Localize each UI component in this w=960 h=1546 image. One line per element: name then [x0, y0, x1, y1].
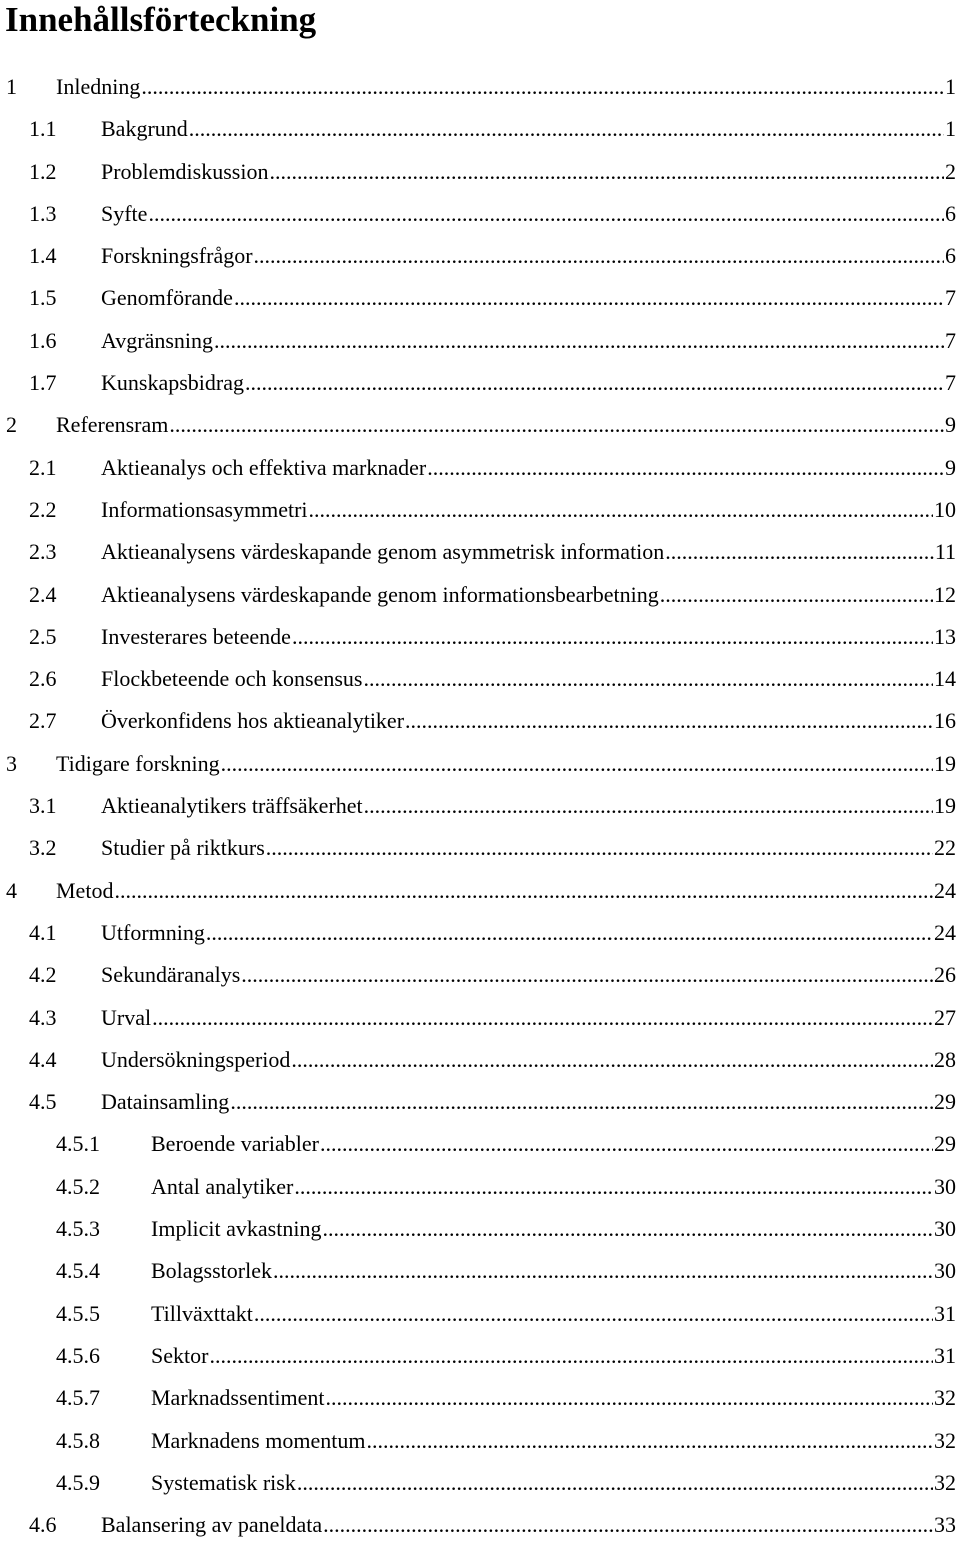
toc-entry[interactable]: [0, 1250, 960, 1292]
toc-entry-page: 29: [934, 1089, 956, 1115]
toc-entry-number: 4.5.4: [56, 1258, 100, 1284]
toc-entry-page: 1: [945, 74, 956, 99]
toc-entry[interactable]: [0, 1377, 960, 1419]
toc-leader-dots: [221, 743, 933, 785]
toc-entry-page: 33: [934, 1512, 956, 1538]
toc-entry[interactable]: [0, 954, 960, 996]
toc-entry-title: Aktieanalysens värdeskapande genom informationsbearbetning: [101, 581, 659, 607]
toc-entry-page: 32: [934, 1427, 956, 1453]
toc-entry-title: Avgränsning: [101, 327, 214, 353]
toc-entry-number: 1.5: [29, 285, 57, 311]
toc-entry-number: 4.2: [29, 962, 57, 988]
toc-leader-dots: [209, 1335, 933, 1377]
toc-entry-page: 27: [934, 1004, 956, 1030]
toc-entry-number: 4.3: [29, 1004, 57, 1030]
toc-entry-page: 1: [945, 116, 956, 142]
toc-entry[interactable]: [0, 66, 960, 108]
toc-entry-number: 2.7: [29, 708, 57, 734]
toc-entry-number: 2.1: [29, 454, 57, 480]
toc-entry-number: 2: [6, 412, 17, 438]
toc-entry[interactable]: [0, 700, 960, 742]
toc-entry[interactable]: [0, 1420, 960, 1462]
toc-entry[interactable]: [0, 997, 960, 1039]
toc-entry[interactable]: [0, 447, 960, 489]
toc-entry-page: 2: [945, 158, 956, 184]
toc-entry[interactable]: [0, 1039, 960, 1081]
toc-entry-page: 11: [934, 539, 956, 565]
toc-entry-title: Utformning: [101, 919, 205, 945]
toc-entry-title: Datainsamling: [101, 1089, 230, 1115]
toc-leader-dots: [114, 870, 933, 912]
toc-entry-number: 4.5.6: [56, 1342, 100, 1368]
toc-entry-number: 4.6: [29, 1512, 57, 1538]
toc-leader-dots: [291, 1039, 933, 1081]
toc-entry-title: Referensram: [56, 412, 169, 438]
toc-entry-number: 3: [6, 750, 17, 776]
toc-leader-dots: [405, 700, 933, 742]
toc-entry-number: 4.5.9: [56, 1469, 100, 1495]
toc-entry-page: 10: [934, 496, 956, 522]
toc-leader-dots: [148, 193, 944, 235]
toc-entry-page: 7: [945, 370, 956, 396]
toc-entry-page: 6: [945, 200, 956, 226]
toc-entry[interactable]: [0, 1208, 960, 1250]
toc-entry-number: 4.4: [29, 1046, 57, 1072]
toc-leader-dots: [234, 277, 944, 319]
toc-entry-page: 26: [934, 962, 956, 988]
toc-entry-page: 24: [934, 919, 956, 945]
toc-entry-page: 22: [934, 835, 956, 861]
toc-entry-title: Undersökningsperiod: [101, 1046, 291, 1072]
toc-entry-title: Aktieanalytikers träffsäkerhet: [101, 793, 363, 819]
toc-leader-dots: [320, 1123, 933, 1165]
toc-leader-dots: [292, 616, 933, 658]
toc-entry-page: 19: [934, 793, 956, 819]
toc-entry-title: Urval: [101, 1004, 152, 1030]
toc-entry-title: Tillväxttakt: [151, 1300, 253, 1326]
toc-entry-number: 4.5: [29, 1089, 57, 1115]
toc-leader-dots: [294, 1166, 933, 1208]
toc-entry-number: 1.3: [29, 200, 57, 226]
toc-entry[interactable]: [0, 404, 960, 446]
toc-entry-number: 4.5.5: [56, 1300, 100, 1326]
toc-entry-title: Bakgrund: [101, 116, 188, 142]
toc-leader-dots: [364, 658, 934, 700]
toc-entry-title: Överkonfidens hos aktieanalytiker: [101, 708, 405, 734]
toc-entry[interactable]: [0, 658, 960, 700]
toc-entry-title: Metod: [56, 877, 114, 903]
toc-entry[interactable]: [0, 574, 960, 616]
toc-leader-dots: [309, 489, 933, 531]
toc-leader-dots: [364, 785, 933, 827]
toc-entry-number: 4.1: [29, 919, 57, 945]
toc-entry[interactable]: [0, 870, 960, 912]
toc-entry-page: 7: [945, 327, 956, 353]
toc-entry-number: 2.6: [29, 666, 57, 692]
toc-entry[interactable]: [0, 320, 960, 362]
toc-list: [0, 66, 960, 1546]
toc-entry[interactable]: [0, 1462, 960, 1504]
toc-entry-page: 30: [934, 1173, 956, 1199]
toc-entry[interactable]: [0, 235, 960, 277]
toc-entry-number: 1.2: [29, 158, 57, 184]
toc-leader-dots: [245, 362, 944, 404]
toc-entry[interactable]: [0, 1081, 960, 1123]
toc-leader-dots: [141, 66, 944, 108]
toc-entry[interactable]: [0, 151, 960, 193]
toc-entry-title: Problemdiskussion: [101, 158, 269, 184]
toc-leader-dots: [322, 1208, 933, 1250]
toc-entry-number: 4: [6, 877, 17, 903]
toc-leader-dots: [266, 827, 933, 869]
toc-entry-page: 6: [945, 243, 956, 269]
toc-leader-dots: [366, 1420, 933, 1462]
toc-entry-title: Forskningsfrågor: [101, 243, 253, 269]
toc-entry-title: Balansering av paneldata: [101, 1512, 323, 1538]
toc-leader-dots: [665, 531, 934, 573]
toc-entry-title: Flockbeteende och konsensus: [101, 666, 363, 692]
toc-entry-title: Bolagsstorlek: [151, 1258, 272, 1284]
toc-entry[interactable]: [0, 616, 960, 658]
toc-entry-page: 31: [934, 1300, 956, 1326]
toc-entry-title: Kunskapsbidrag: [101, 370, 244, 396]
toc-entry-title: Marknadens momentum: [151, 1427, 366, 1453]
toc-entry[interactable]: [0, 1123, 960, 1165]
toc-entry[interactable]: [0, 1293, 960, 1335]
toc-entry-number: 4.5.8: [56, 1427, 100, 1453]
toc-entry-number: 2.3: [29, 539, 57, 565]
toc-entry-page: 13: [934, 623, 956, 649]
toc-entry[interactable]: [0, 277, 960, 319]
toc-entry-title: Investerares beteende: [101, 623, 291, 649]
toc-leader-dots: [189, 108, 944, 150]
toc-entry[interactable]: [0, 531, 960, 573]
toc-entry-page: 32: [934, 1385, 956, 1411]
toc-entry-title: Aktieanalys och effektiva marknader: [101, 454, 427, 480]
toc-leader-dots: [273, 1250, 933, 1292]
toc-entry-number: 2.5: [29, 623, 57, 649]
toc-entry[interactable]: [0, 193, 960, 235]
toc-entry-title: Sektor: [151, 1342, 209, 1368]
toc-entry-title: Tidigare forskning: [56, 750, 220, 776]
toc-entry-page: 30: [934, 1216, 956, 1242]
toc-entry-title: Syfte: [101, 200, 148, 226]
toc-entry[interactable]: [0, 1166, 960, 1208]
toc-leader-dots: [206, 912, 933, 954]
toc-entry-title: Implicit avkastning: [151, 1216, 322, 1242]
toc-entry-page: 24: [934, 877, 956, 903]
toc-leader-dots: [152, 997, 933, 1039]
toc-entry-page: 7: [945, 285, 956, 311]
toc-entry-page: 30: [934, 1258, 956, 1284]
toc-entry-number: 4.5.3: [56, 1216, 100, 1242]
toc-entry-title: Antal analytiker: [151, 1173, 294, 1199]
toc-leader-dots: [254, 1293, 933, 1335]
toc-entry[interactable]: [0, 108, 960, 150]
toc-entry-title: Inledning: [56, 74, 141, 99]
toc-leader-dots: [427, 447, 944, 489]
toc-entry-page: 31: [934, 1342, 956, 1368]
toc-entry[interactable]: [0, 912, 960, 954]
toc-entry-number: 2.4: [29, 581, 57, 607]
toc-leader-dots: [230, 1081, 933, 1123]
toc-leader-dots: [297, 1462, 933, 1504]
toc-entry[interactable]: [0, 827, 960, 869]
toc-entry-number: 4.5.2: [56, 1173, 100, 1199]
toc-entry-page: 16: [934, 708, 956, 734]
toc-entry-page: 32: [934, 1469, 956, 1495]
toc-entry-number: 2.2: [29, 496, 57, 522]
toc-entry-page: 9: [945, 454, 956, 480]
toc-entry-title: Genomförande: [101, 285, 233, 311]
toc-entry-title: Studier på riktkurs: [101, 835, 265, 861]
toc-entry[interactable]: [0, 362, 960, 404]
toc-entry[interactable]: [0, 1335, 960, 1377]
toc-entry-page: 29: [934, 1131, 956, 1157]
toc-entry-title: Informationsasymmetri: [101, 496, 308, 522]
toc-entry-number: 1.6: [29, 327, 57, 353]
toc-entry-number: 3.1: [29, 793, 57, 819]
toc-entry-number: 4.5.7: [56, 1385, 100, 1411]
toc-entry-number: 4.5.1: [56, 1131, 100, 1157]
toc-entry-title: Sekundäranalys: [101, 962, 241, 988]
toc-entry-page: 12: [934, 581, 956, 607]
toc-entry[interactable]: [0, 489, 960, 531]
toc-entry-page: 28: [934, 1046, 956, 1072]
toc-entry-number: 3.2: [29, 835, 57, 861]
toc-leader-dots: [326, 1377, 933, 1419]
toc-leader-dots: [214, 320, 944, 362]
toc-leader-dots: [660, 574, 933, 616]
toc-entry-number: 1: [6, 74, 17, 99]
toc-entry-title: Marknadssentiment: [151, 1385, 325, 1411]
toc-entry[interactable]: [0, 743, 960, 785]
toc-leader-dots: [254, 235, 944, 277]
toc-leader-dots: [241, 954, 933, 996]
toc-leader-dots: [169, 404, 944, 446]
toc-entry-title: Aktieanalysens värdeskapande genom asymmetrisk information: [101, 539, 665, 565]
page-title: Innehållsförteckning: [5, 0, 317, 39]
toc-entry-page: 9: [945, 412, 956, 438]
toc-entry-page: 19: [934, 750, 956, 776]
toc-entry-page: 14: [934, 666, 956, 692]
toc-leader-dots: [323, 1504, 933, 1546]
toc-entry[interactable]: [0, 1504, 960, 1546]
toc-entry-number: 1.1: [29, 116, 57, 142]
toc-entry-title: Beroende variabler: [151, 1131, 319, 1157]
toc-entry-number: 1.7: [29, 370, 57, 396]
toc-entry-number: 1.4: [29, 243, 57, 269]
toc-leader-dots: [269, 151, 944, 193]
toc-entry-title: Systematisk risk: [151, 1469, 296, 1495]
toc-entry[interactable]: [0, 785, 960, 827]
